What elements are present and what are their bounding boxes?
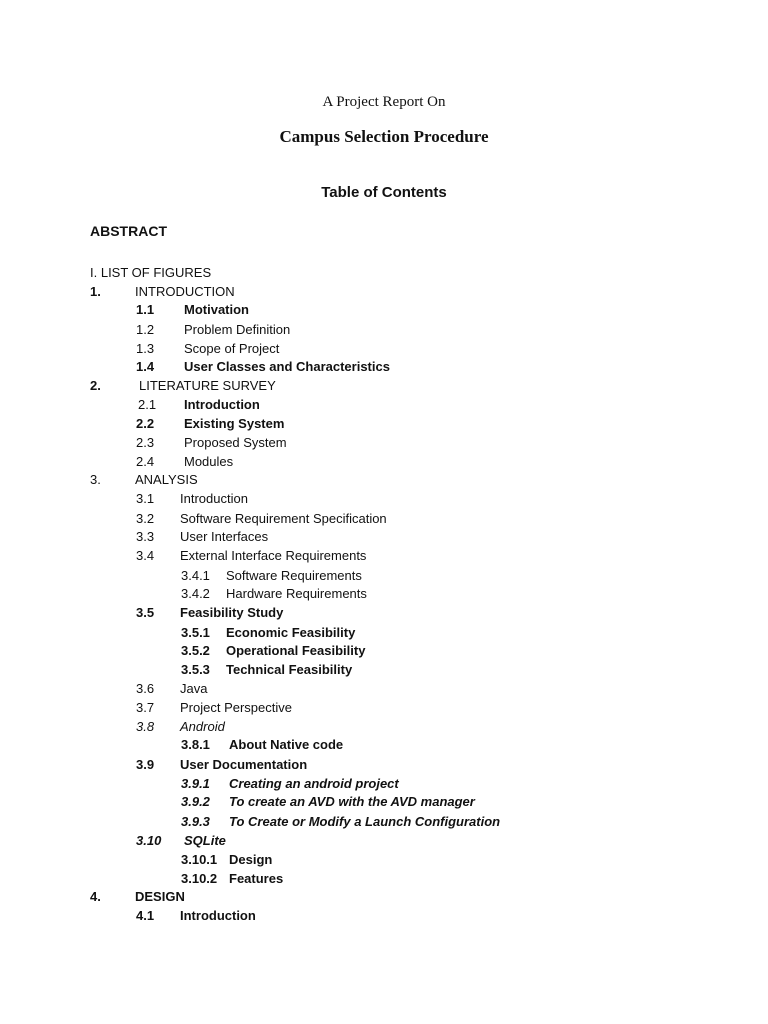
toc-entry-title: Technical Feasibility <box>226 662 353 677</box>
toc-entry-number: 3.9.1 <box>181 776 210 791</box>
toc-entry-number: 3.3 <box>136 529 155 544</box>
toc-entry-title: Software Requirements <box>226 568 362 583</box>
toc-entry-number: 2.3 <box>136 435 155 450</box>
toc-entry-title: To Create or Modify a Launch Configuration <box>229 814 501 829</box>
toc-entry-number: 1.3 <box>136 341 155 356</box>
toc-entry-number: 3.9 <box>136 757 155 772</box>
toc-entry-number: 3.4.1 <box>181 568 210 583</box>
toc-entry-title: LITERATURE SURVEY <box>139 378 276 393</box>
toc-entry-number: 3.9.2 <box>181 794 210 809</box>
toc-entry-title: ANALYSIS <box>135 472 198 487</box>
report-subtitle: A Project Report On <box>322 94 446 110</box>
toc-entry-title: Introduction <box>180 908 256 923</box>
toc-abstract: ABSTRACT <box>90 223 167 239</box>
toc-entry-number: 1.1 <box>136 302 155 317</box>
toc-entry-number: 3.10.1 <box>181 852 218 867</box>
toc-entry-title: Motivation <box>184 302 249 317</box>
toc-entry-title: Introduction <box>180 491 248 506</box>
toc-entry-title: Software Requirement Specification <box>180 511 387 526</box>
toc-entry-number: 1.4 <box>136 359 155 374</box>
toc-entry-number: 3.10.2 <box>181 871 218 886</box>
toc-entry-title: Android <box>180 719 225 734</box>
toc-entry-title: Modules <box>184 454 234 469</box>
toc-entry-number: 3.6 <box>136 681 155 696</box>
toc-entry-title: Proposed System <box>184 435 287 450</box>
toc-entry-title: Introduction <box>184 397 260 412</box>
toc-entry-title: User Interfaces <box>180 529 269 544</box>
toc-entry-title: DESIGN <box>135 889 185 904</box>
toc-entry-number: 3.5.1 <box>181 625 210 640</box>
toc-entry-title: Design <box>229 852 273 867</box>
toc-entry-number: 3.4.2 <box>181 586 210 601</box>
toc-entry-title: Scope of Project <box>184 341 280 356</box>
toc-entry-number: 3.10 <box>136 833 162 848</box>
toc-entry-number: 3.1 <box>136 491 155 506</box>
toc-entry-title: SQLite <box>184 833 226 848</box>
toc-entry-number: 3.7 <box>136 700 155 715</box>
toc-entry-number: 3.9.3 <box>181 814 210 829</box>
toc-entry-title: Java <box>180 681 208 696</box>
toc-heading: Table of Contents <box>321 184 447 201</box>
toc-entry-title: User Classes and Characteristics <box>184 359 390 374</box>
toc-entry-title: Existing System <box>184 416 285 431</box>
toc-entry-title: Creating an android project <box>229 776 399 791</box>
toc-entry-title: User Documentation <box>180 757 308 772</box>
toc-entry-number: 3.8 <box>136 719 155 734</box>
toc-entry-label: I. LIST OF FIGURES <box>90 265 212 280</box>
toc-entry-title: INTRODUCTION <box>135 284 235 299</box>
toc-entry-number: 3.5 <box>136 605 155 620</box>
toc-entry-title: Features <box>229 871 284 886</box>
toc-entry-title: Hardware Requirements <box>226 586 367 601</box>
toc-entry-number: 3.2 <box>136 511 155 526</box>
report-title: Campus Selection Procedure <box>279 127 489 146</box>
toc-entry-title: Project Perspective <box>180 700 292 715</box>
toc-entry-number: 4.1 <box>136 908 155 923</box>
toc-entry-number: 4. <box>90 889 101 904</box>
toc-entry-number: 3. <box>90 472 101 487</box>
toc-entry-title: Operational Feasibility <box>226 643 366 658</box>
toc-entry-number: 2.2 <box>136 416 155 431</box>
toc-entry-number: 1. <box>90 284 101 299</box>
toc-entry-number: 3.5.2 <box>181 643 210 658</box>
toc-entry-title: Problem Definition <box>184 322 291 337</box>
toc-entry-number: 3.4 <box>136 548 155 563</box>
toc-entry-title: External Interface Requirements <box>180 548 367 563</box>
toc-entry-number: 2. <box>90 378 101 393</box>
toc-entry-title: Economic Feasibility <box>226 625 356 640</box>
toc-entry-title: About Native code <box>229 737 344 752</box>
toc-entry-number: 1.2 <box>136 322 155 337</box>
toc-entry-title: Feasibility Study <box>180 605 284 620</box>
toc-entry-number: 2.4 <box>136 454 155 469</box>
toc-entry-number: 3.8.1 <box>181 737 210 752</box>
toc-entry-number: 2.1 <box>138 397 157 412</box>
toc-entry-number: 3.5.3 <box>181 662 210 677</box>
toc-entry-title: To create an AVD with the AVD manager <box>229 794 475 809</box>
